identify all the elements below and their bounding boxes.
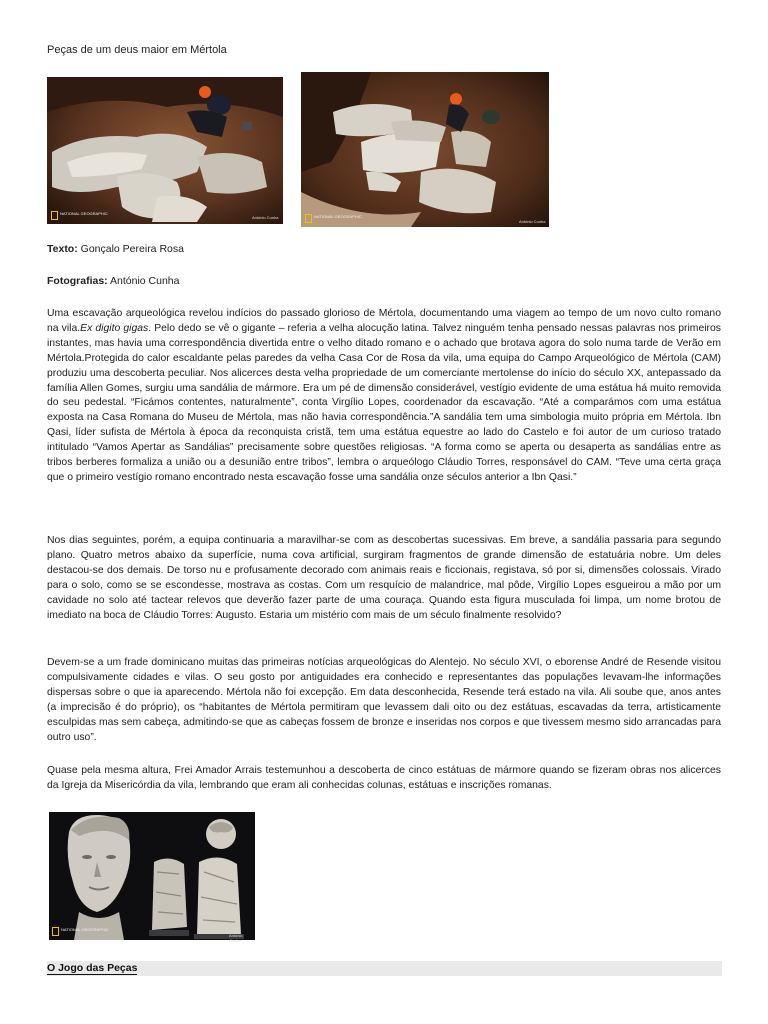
logo-text: NATIONAL GEOGRAPHIC [314,214,362,219]
statue-photo [49,812,255,943]
section-header-background [47,961,722,976]
national-geographic-logo-icon [305,214,312,223]
excavation-photo-2 [301,72,549,227]
photo-credit: António Cunha [252,215,279,220]
latin-phrase: Ex digito gigas [80,322,149,334]
national-geographic-logo-icon [51,211,58,220]
author-name: Gonçalo Pereira Rosa [77,243,184,255]
photographer-label: Fotografias: [47,275,108,287]
paragraph-1 [47,307,721,486]
paragraph-3: Devem-se a um frade dominicano muitas das primeiras notícias arqueológicas do Alentejo. No século XVI, o eborense André de Resende visitou compulsivamente cidades e vilas. O seu gosto por antiguidades era conhecido e representantes das populações levavam-lhe informações dispersas sobre o que ia aparecendo. Mértola não foi excepção. Em data desconhecida, Resende terá estado na vila. Ali soube que, anos antes (a imprecisão é do próprio), os “habitantes de Mértola permitiram que levassem dali oito ou dez estátuas, escavadas da terra, artisticamente esculpidas mas sem cabeça, admitindo-se que as cabeças fossem de bronze e inseridas nos corpos e que tivessem mesmo sido arrancadas para outro uso”. [47,657,722,743]
logo-text: NATIONAL GEOGRAPHIC [60,211,108,216]
photographer-credit [47,275,179,287]
photo-credit: António Cunha [519,219,546,224]
paragraph-1-part-a: Uma escavação arqueológica revelou indícios do passado glorioso de Mértola, documentando uma viagem ao tempo de um novo culto romano na vila. [47,308,721,334]
excavation-photo-1 [47,77,283,224]
photo-credit: António Cunha [229,933,243,943]
paragraph-1-part-b: . Pelo dedo se vê o gigante – referia a velha alocução latina. Talvez ninguém tenha pensado nessas palavras nos primeiros instantes, mas havia uma correspondência divertida entre o velho ditado romano e o achado que brotava agora do solo numa tarde de Verão em Mértola.Protegida do calor escaldante pelas paredes da velha Casa Cor de Rosa da vila, uma equipa do Campo Arqueológico de Mértola (CAM) produziu uma descoberta peculiar. Nos alicerces desta velha propriedade de um comerciante mertolense do início do século XX, antepassado da família Allen Gomes, surgiu uma sandália de mármore. Era um pé de dimensão considerável, vestígio evidente de uma estátua há muito removida do seu pedestal. “Ficámos contentes, naturalmente”, conta Virgílio Lopes, coordenador da escavação. “Até a comparámos com uma estátua exposta na Casa Romana do Museu de Mértola, mas não havia correspondência.”A sandália tem uma simbologia muito própria em Mértola. Ibn Qasi, líder sufista de Mértola à época da reconquista cristã, tem uma estátua equestre ao lado do Castelo e foi autor de um curioso tratado intitulado “Vamos Apertar as Sandálias” precisamente sobre questões religiosas. “A forma como se aperta ou desaperta as sandálias entre as tribos berberes formaliza a união ou a desunião entre tribos”, lembra o arqueólogo Cláudio Torres, responsável do CAM. “Teve uma certa graça que o primeiro vestígio romano encontrado nesta escavação fosse uma sandália onze séculos anterior a Ibn Qasi.” [47,322,722,483]
photographer-name: António Cunha [107,275,180,287]
section-title: O Jogo das Peças [47,962,138,974]
logo-text: NATIONAL GEOGRAPHIC [61,927,109,932]
national-geographic-logo-icon [52,927,59,936]
author-label: Texto: [47,243,78,255]
author-credit [47,243,184,255]
page-title: Peças de um deus maior em Mértola [47,44,227,56]
paragraph-4: Quase pela mesma altura, Frei Amador Arrais testemunhou a descoberta de cinco estátuas de mármore quando se fizeram obras nos alicerces da Igreja da Misericórdia da vila, lembrando que eram ali conhecidas colunas, estátuas e inscrições romanas. [47,765,721,791]
paragraph-2: Nos dias seguintes, porém, a equipa continuaria a maravilhar-se com as descobertas sucessivas. Em breve, a sandália passaria para segundo plano. Quatro metros abaixo da superfície, numa cova artificial, surgiram fragmentos de grande dimensão de estatuária nobre. Um deles destacou-se dos demais. De torso nu e profusamente decorado com animais reais e ficcionais, registava, só por si, dimensões colossais. Virado para o solo, como se se escondesse, mostrava as costas. Com um resquício de malandrice, mal pôde, Virgílio Lopes esgueirou a mão por um cavidade no solo até tactear relevos que deverão fazer parte de uma couraça. Quando esta figura musculada foi limpa, um nome brotou de imediato na boca de Cláudio Torres: Augusto. Estaria um mistério com mais de um século finalmente resolvido? [47,535,721,621]
